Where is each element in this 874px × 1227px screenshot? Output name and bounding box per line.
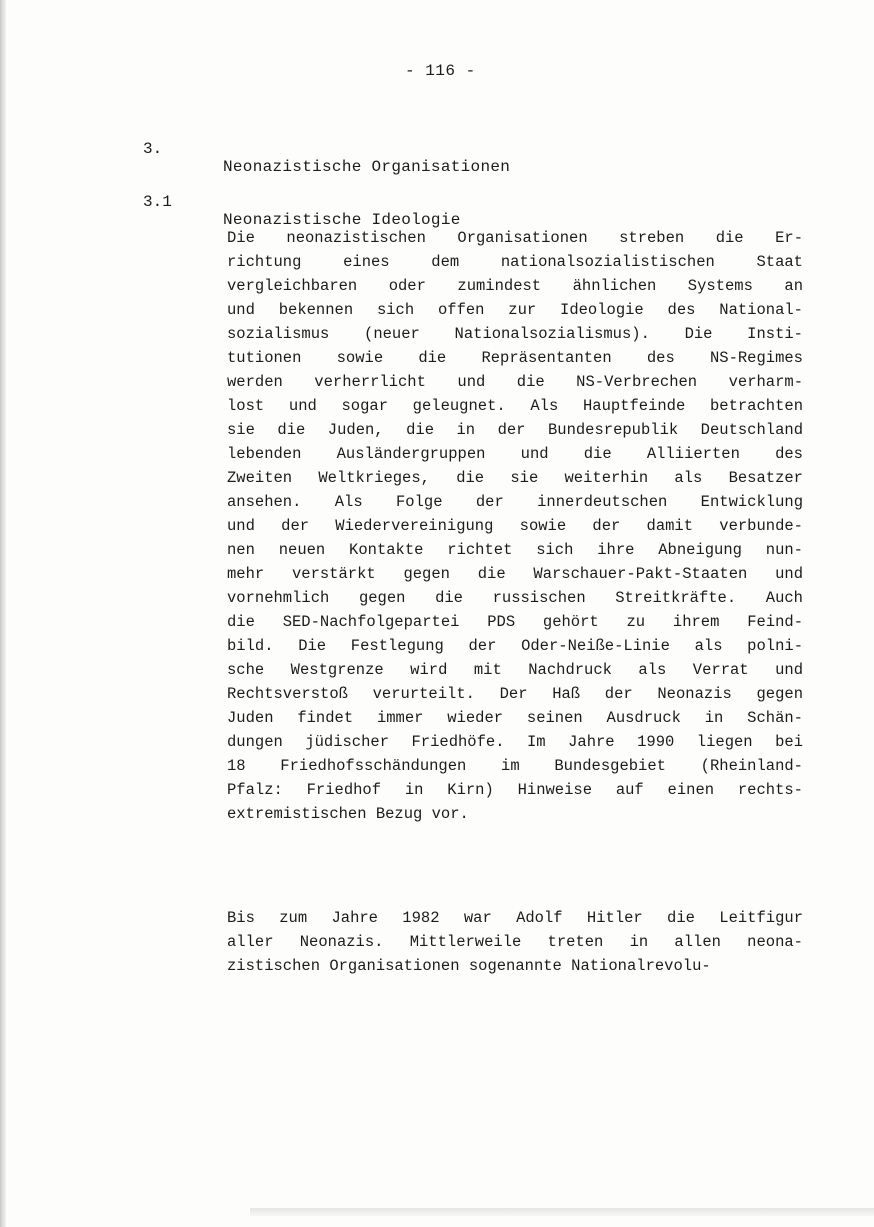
subsection-number: 3.1 (143, 193, 172, 211)
text-line: und der Wiedervereinigung sowie der damit verbunde- (227, 517, 803, 535)
text-line: 18 Friedhofsschändungen im Bundesgebiet (Rheinland- (227, 757, 803, 775)
text-line: richtung eines dem nationalsozialistischen Staat (227, 253, 803, 271)
text-line: lebenden Ausländergruppen und die Alliierten des (227, 445, 803, 463)
scan-left-edge (0, 0, 6, 1227)
page-number: - 116 - (405, 62, 476, 80)
text-line: zistischen Organisationen sogenannte Nationalrevolu- (227, 957, 711, 975)
text-line: extremistischen Bezug vor. (227, 805, 469, 823)
text-line: die SED-Nachfolgepartei PDS gehört zu ihrem Feind- (227, 613, 803, 631)
section-number: 3. (143, 140, 163, 158)
text-line: sche Westgrenze wird mit Nachdruck als Verrat und (227, 661, 803, 679)
text-line: vornehmlich gegen die russischen Streitkräfte. Auch (227, 589, 803, 607)
scan-bottom-shadow (250, 1208, 874, 1216)
text-line: dungen jüdischer Friedhöfe. Im Jahre 1990 liegen bei (227, 733, 803, 751)
body-paragraph-1 (227, 226, 803, 826)
text-line: Juden findet immer wieder seinen Ausdruck in Schän- (227, 709, 803, 727)
text-line: werden verherrlicht und die NS-Verbrechen verharm- (227, 373, 803, 391)
text-line: mehr verstärkt gegen die Warschauer-Pakt-Staaten und (227, 565, 803, 583)
subsection-title: Neonazistische Ideologie (223, 211, 461, 229)
text-line: Pfalz: Friedhof in Kirn) Hinweise auf einen rechts- (227, 781, 803, 799)
text-line: Die neonazistischen Organisationen streben die Er- (227, 229, 803, 247)
text-line: tutionen sowie die Repräsentanten des NS-Regimes (227, 349, 803, 367)
text-line: nen neuen Kontakte richtet sich ihre Abneigung nun- (227, 541, 803, 559)
text-line: und bekennen sich offen zur Ideologie des National- (227, 301, 803, 319)
text-line: aller Neonazis. Mittlerweile treten in allen neona- (227, 933, 803, 951)
text-line: sie die Juden, die in der Bundesrepublik Deutschland (227, 421, 803, 439)
text-line: bild. Die Festlegung der Oder-Neiße-Linie als polni- (227, 637, 803, 655)
section-title: Neonazistische Organisationen (223, 158, 511, 176)
text-line: ansehen. Als Folge der innerdeutschen Entwicklung (227, 493, 803, 511)
text-line: Rechtsverstoß verurteilt. Der Haß der Neonazis gegen (227, 685, 803, 703)
text-line: lost und sogar geleugnet. Als Hauptfeinde betrachten (227, 397, 803, 415)
subsection-heading (143, 175, 461, 247)
text-line: vergleichbaren oder zumindest ähnlichen Systems an (227, 277, 803, 295)
text-line: Bis zum Jahre 1982 war Adolf Hitler die Leitfigur (227, 909, 803, 927)
text-line: Zweiten Weltkrieges, die sie weiterhin als Besatzer (227, 469, 803, 487)
text-line: sozialismus (neuer Nationalsozialismus). Die Insti- (227, 325, 803, 343)
body-paragraph-2 (227, 906, 803, 978)
